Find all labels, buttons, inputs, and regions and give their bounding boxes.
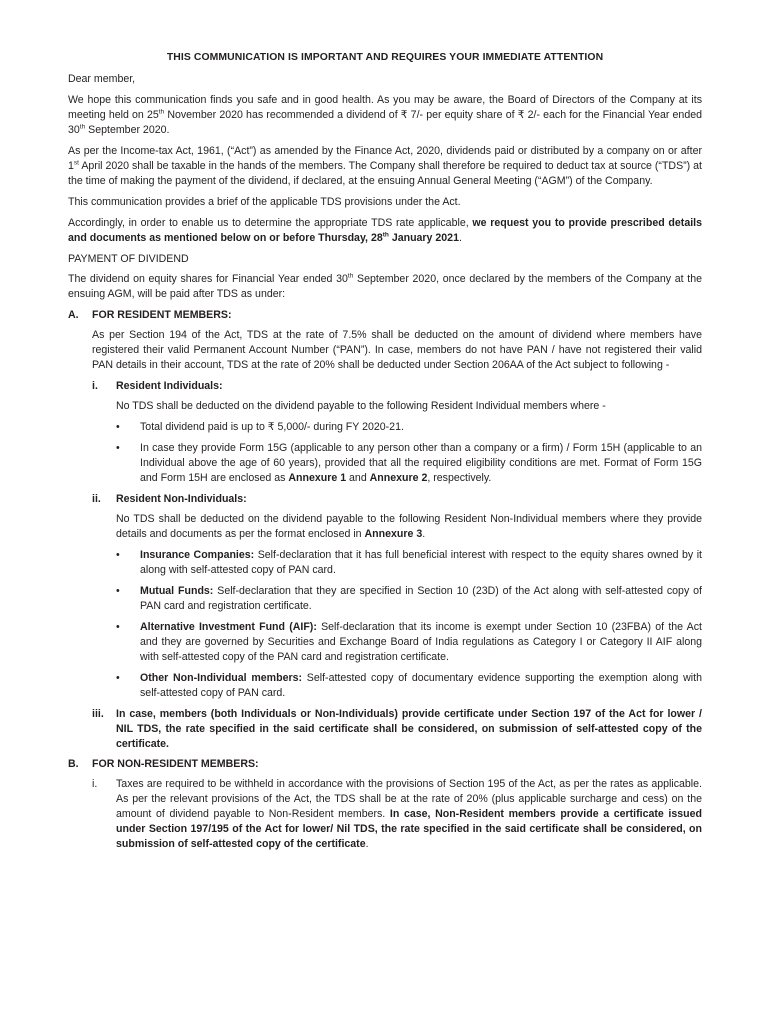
list-item: • Insurance Companies: Self-declaration that it has full beneficial interest with respect to the equity shares owned by it along with self-attested copy of PAN card. (116, 549, 703, 576)
greeting: Dear member, (68, 73, 136, 85)
list-item: • In case they provide Form 15G (applicable to any person other than a company or a firm) / Form 15H (applicable to an Individual above the age of 60 years), provided that all the required eligibility conditions are met. Format of Form 15G and Form 15H are enclosed as Annexure 1 and Annexure 2, respectively. (116, 442, 702, 484)
certificate-clause: iii. In case, members (both Individuals or Non-Individuals) provide certificate under Section 197 of the Act for lower / NIL TDS, the rate specified in the said certificate shall be considered, on submission of self-attested copy of the certificate. (92, 708, 702, 750)
bullet-icon: • (116, 442, 120, 454)
bullet-icon: • (116, 585, 120, 597)
intro-paragraph: We hope this communication finds you safe and in good health. As you may be aware, the Board of Directors of the Company at its meeting held on 25th November 2020 has recommended a dividend of ₹ 7/- per equity share of ₹ 2/- each for the Financial Year ended 30th September 2020. (68, 94, 702, 136)
resident-individuals-heading: i. Resident Individuals: (92, 380, 223, 392)
non-resident-clause: i. Taxes are required to be withheld in accordance with the provisions of Section 195 of the Act, as per the rates as applicable. As per the relevant provisions of the Act, the TDS shall be at the rate of 20% (plus applicable surcharge and cess) on the amount of dividend payable to Non-Resident members. In case, Non-Resident members provide a certificate issued under Section 197/195 of the Act for lower/ Nil TDS, the rate specified in the said certificate shall be considered, on submission of self-attested copy of the certificate. (92, 778, 702, 850)
payment-paragraph: The dividend on equity shares for Financial Year ended 30th September 2020, once declared by the members of the Company at the ensuing AGM, will be paid after TDS as under: (68, 272, 702, 300)
request-paragraph: Accordingly, in order to enable us to determine the appropriate TDS rate applicable, we request you to provide prescribed details and documents as mentioned below on or before Thursday, 28th January 2021. (68, 217, 702, 244)
list-item: • Mutual Funds: Self-declaration that they are specified in Section 10 (23D) of the Act along with self-attested copy of PAN card and registration certificate. (116, 585, 702, 612)
page-title: THIS COMMUNICATION IS IMPORTANT AND REQUIRES YOUR IMMEDIATE ATTENTION (166, 52, 604, 63)
brief-paragraph: This communication provides a brief of the applicable TDS provisions under the Act. (68, 196, 461, 208)
resident-non-individuals-heading: ii. Resident Non-Individuals: (92, 493, 247, 505)
list-item: • Alternative Investment Fund (AIF): Self-declaration that its income is exempt under Section 10 (23FBA) of the Act and they are governed by Securities and Exchange Board of India regulations as Category I or Category II AIF along with self-attested copy of the PAN card and registration certificate. (116, 621, 702, 663)
resident-non-individuals-intro: No TDS shall be deducted on the dividend payable to the following Resident Non-Individual members where they provide details and documents as per the format enclosed in Annexure 3. (116, 513, 702, 540)
payment-heading: PAYMENT OF DIVIDEND (68, 253, 189, 265)
bullet-icon: • (116, 549, 120, 561)
document-page (68, 50, 702, 857)
list-item: • Total dividend paid is up to ₹ 5,000/- during FY 2020-21. (116, 421, 404, 433)
bullet-icon: • (116, 621, 120, 633)
list-item: • Other Non-Individual members: Self-attested copy of documentary evidence supporting the exemption along with self-attested copy of PAN card. (116, 672, 702, 699)
tax-act-paragraph: As per the Income-tax Act, 1961, (“Act”) as amended by the Finance Act, 2020, dividends paid or distributed by a company on or after 1st April 2020 shall be taxable in the hands of the members. The Company shall therefore be required to deduct tax at source (“TDS”) at the time of making the payment of the dividend, if declared, at the ensuing Annual General Meeting (“AGM”) of the Company. (68, 145, 702, 187)
section-a-intro: As per Section 194 of the Act, TDS at the rate of 7.5% shall be deducted on the amount of dividend where members have registered their valid Permanent Account Number (“PAN”). In case, members do not have PAN / have not registered their valid PAN details in their account, TDS at the rate of 20% shall be deducted under Section 206AA of the Act subject to following - (92, 329, 702, 371)
bullet-icon: • (116, 672, 120, 684)
section-b-heading: B. FOR NON-RESIDENT MEMBERS: (68, 758, 259, 770)
section-a-heading: A. FOR RESIDENT MEMBERS: (68, 309, 232, 321)
resident-individuals-intro: No TDS shall be deducted on the dividend payable to the following Resident Individual members where - (116, 400, 606, 412)
bullet-icon: • (116, 421, 120, 433)
